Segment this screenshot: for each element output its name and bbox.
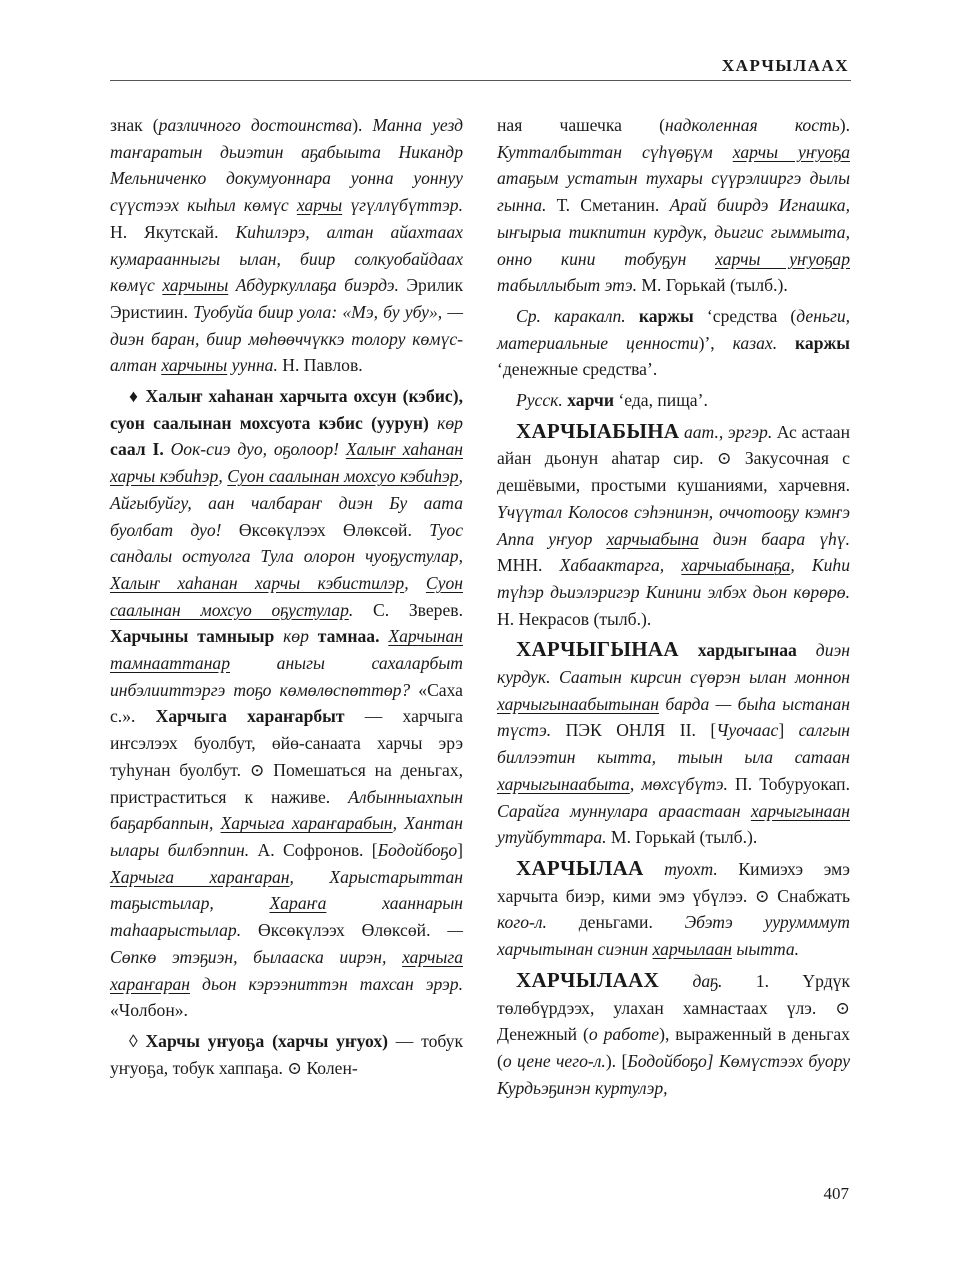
text-run: салгын биллээтин кытта, тыын ыла сатаан bbox=[497, 720, 850, 768]
underlined-example: харчылаан bbox=[652, 939, 733, 960]
text-run: деньгами. bbox=[546, 912, 685, 933]
underlined-example: Харчыга хараҥаран bbox=[110, 866, 290, 887]
text-run: ыытта. bbox=[732, 939, 800, 960]
underlined-example: Суон саалынан мохсуо кэбиһэр bbox=[227, 466, 459, 487]
text-run bbox=[380, 626, 389, 646]
text-run: утуйбуттара. bbox=[497, 827, 607, 848]
text-run: ), выраженный в деньгах ( bbox=[497, 1024, 850, 1071]
text-run: , Айгыбуйгу, аан чалбараҥ диэн Бу аата буолбат дуо! bbox=[110, 466, 463, 540]
text-run: С. Зверев. bbox=[353, 599, 463, 620]
text-run: Н. Павлов. bbox=[277, 355, 363, 376]
underlined-example: Халыҥ хаһанан харчы кэбистилэр bbox=[110, 572, 405, 593]
text-run: Өксөкүлээх Өлөксөй. bbox=[241, 920, 448, 941]
text-run: — харчыга иҥсэлээх буолбут, өйө-санаата харчы эрэ туһунан буолбут. ⊙ Помешаться на деньгах, пристраститься к наживе. bbox=[110, 706, 463, 807]
text-run: ♦ Халыҥ хаһанан харчыта охсун (кэбис), суон саалынан мохсуота кэбис (уурун) bbox=[110, 386, 463, 433]
entry-harchyabyna bbox=[497, 418, 850, 633]
underlined-example: Халыҥ хаһанан харчы кэбиһэр bbox=[110, 439, 463, 487]
text-run: знак ( bbox=[110, 115, 159, 135]
text-run: Эбэтэ уурумммут харчытынан сиэнин bbox=[497, 912, 850, 960]
text-run: МНН. bbox=[497, 555, 560, 576]
underlined-example: Харчыга хараҥарабын bbox=[220, 813, 393, 834]
text-run: Н. Некрасов (тылб.). bbox=[497, 608, 652, 629]
text-run: — Сөпкө этэҕиэн, былааска иирэн, bbox=[110, 920, 463, 967]
text-run: диэн курдук. Саатын кирсин сүөрэн ылан моннон bbox=[497, 640, 850, 688]
text-run: Хабаактарга, bbox=[559, 555, 682, 576]
right-column bbox=[497, 112, 850, 1105]
text-run bbox=[679, 640, 698, 660]
text-run: Сарайга муннулара араастаан bbox=[497, 800, 751, 821]
text-run: каракалп. bbox=[540, 305, 639, 326]
text-run: дьон кэрээниттэн тахсан эрэр. bbox=[190, 973, 463, 994]
underlined-example: харчыгынаан bbox=[750, 800, 850, 821]
text-run: М. Горькай (тылб.). bbox=[637, 275, 788, 296]
text-run: харчи bbox=[567, 390, 614, 411]
headword: ХАРЧЫАБЫНА bbox=[516, 418, 680, 443]
text-run: уунна. bbox=[227, 355, 278, 376]
text-run: о цене чего-л. bbox=[502, 1050, 606, 1071]
underlined-example: харчыабынаҕа bbox=[681, 555, 791, 576]
underlined-example: харчыны bbox=[162, 275, 229, 296]
text-run: атаҕым устатын тухары сүүрэлииргэ дылы гынна. bbox=[497, 168, 850, 216]
text-run: 1. Үрдүк төлөбүрдээх, улахан хамнастаах үлэ. ⊙ Денежный ( bbox=[497, 970, 851, 1045]
text-run: М. Горькай (тылб.). bbox=[606, 827, 758, 848]
text-run: , Киһи түһэр дьиэлэригэр Кинини элбэх дьон көрөрө. bbox=[497, 555, 850, 602]
text-run: ‘денежные средства’. bbox=[497, 359, 658, 380]
text-run: Туос сандалы остуолга Тула олорон чуоҕустулар, bbox=[110, 519, 463, 567]
text-run: Ас астаан айан дьонун аһатар сир. ⊙ Закусочная с дешёвыми, простыми кушаниями, харчевня. bbox=[497, 421, 850, 496]
text-run: А. Софронов. [ bbox=[249, 839, 378, 860]
underlined-example: харчыны bbox=[161, 355, 228, 376]
left-column bbox=[110, 112, 463, 1085]
underlined-example: харчыгынаабыта bbox=[497, 773, 630, 794]
text-run: о работе bbox=[588, 1024, 660, 1045]
text-run: ). bbox=[352, 115, 373, 135]
text-run: «Чолбон». bbox=[110, 1000, 188, 1021]
text-run: Үчүүтал Колосов сэһэнинэн, оччотооҕу кэмҥэ Аппа уҥуор bbox=[497, 501, 850, 549]
text-run: табыллыбыт этэ. bbox=[497, 275, 637, 296]
text-run: Чуочаас bbox=[716, 720, 779, 741]
text-run: аныгы сахаларбыт инбэлииттэргэ тоҕо көмөлөспөттөр? bbox=[110, 653, 463, 700]
text-run: казах. bbox=[732, 332, 778, 353]
text-run: туохт. bbox=[643, 858, 718, 879]
underlined-example: харчы уҥуоҕа bbox=[732, 141, 850, 162]
text-run: ] bbox=[778, 720, 799, 741]
text-run: даҕ. bbox=[659, 970, 723, 991]
underlined-example: харчы уҥуоҕар bbox=[715, 248, 850, 269]
underlined-example: Хараҥа bbox=[269, 893, 327, 914]
underlined-example: харчыгынаабытынан bbox=[497, 693, 659, 714]
text-run: Манна уезд таҥаратын дьиэтин аҕабыыта Никандр Мельниченко докумуоннара уонна уоннуу сүүстээх кыһыл көмүс bbox=[110, 115, 463, 216]
text-run: , bbox=[404, 572, 426, 593]
underlined-example: харчыга хараҥаран bbox=[110, 946, 463, 994]
text-run: Кимиэхэ эмэ харчыта биэр, кими эмэ үбүлээ. ⊙ Снабжать bbox=[497, 858, 850, 906]
text-run: ПЭК ОНЛЯ II. [ bbox=[551, 720, 717, 741]
text-run: Арай биирдэ Игнашка, ыҥырыа тикпитин курдук, дьигис гыммыта, онно кини тобуҕун bbox=[497, 195, 850, 269]
underlined-example: харчыабына bbox=[606, 528, 699, 549]
idiom-paragraph bbox=[110, 1028, 463, 1081]
header-rule bbox=[110, 80, 851, 81]
text-run: Кутталбыттан сүһүөҕүм bbox=[497, 141, 733, 162]
text-run: хааннарын таһаарыстылар. bbox=[110, 893, 463, 941]
entry-harchylaah bbox=[497, 967, 850, 1102]
text-run: Өксөкүлээх Өлөксөй. bbox=[221, 519, 430, 540]
text-run: Н. Якутскай. bbox=[110, 221, 236, 242]
text-run: «Саха с.». bbox=[110, 679, 463, 727]
entry-harchygynaa bbox=[497, 636, 850, 851]
text-run: Бодойбоҕо bbox=[627, 1050, 707, 1071]
text-run: саал I. bbox=[110, 439, 164, 460]
text-run: Оок-сиэ дуо, оҕолоор! bbox=[163, 439, 346, 460]
entry-harchylaa bbox=[497, 855, 850, 963]
text-run: ◊ Харчы уҥуоҕа (харчы уҥуох) bbox=[129, 1030, 388, 1051]
headword: ХАРЧЫЛАА bbox=[516, 855, 644, 880]
text-run: различного достоинства bbox=[158, 115, 353, 135]
text-run bbox=[777, 333, 795, 353]
entry-paragraph bbox=[110, 112, 463, 379]
text-run: ‘еда, пища’. bbox=[614, 390, 708, 411]
text-run: Бодойбоҕо bbox=[377, 839, 458, 860]
text-run: . bbox=[348, 599, 354, 620]
text-run: , Харыстарыттан таҕыстылар, bbox=[110, 866, 463, 914]
text-run: Абдуркуллаҕа биэрдэ. bbox=[228, 275, 399, 296]
underlined-example: харчы bbox=[296, 195, 343, 216]
text-run: каржы bbox=[638, 305, 694, 326]
text-run: )’, bbox=[698, 332, 733, 353]
text-run: Русск. bbox=[516, 390, 563, 411]
text-run: үгүллүбүттэр. bbox=[342, 195, 463, 216]
text-run: Туобуйа биир уола: «Мэ, бу убу», — диэн баран, биир мөһөөччүккэ толору көмүс-алтан bbox=[110, 301, 464, 376]
text-run: Киһилэрэ, алтан айахтаах кумараанныгы ылан, биир солкуобайдаах көмүс bbox=[110, 221, 463, 296]
text-run: Харчыга хараҥарбыт bbox=[155, 706, 345, 727]
etymology-paragraph bbox=[497, 387, 850, 414]
text-run: ная чашечка ( bbox=[497, 115, 665, 135]
text-run: П. Тобуруокап. bbox=[727, 773, 850, 794]
underlined-example: Суон саалынан мохсуо оҕустулар bbox=[110, 572, 463, 620]
text-run: ). [ bbox=[605, 1050, 628, 1071]
text-run: көр bbox=[428, 412, 463, 433]
text-run: , Хантан ылары билбэппин. bbox=[110, 813, 463, 860]
text-run: , bbox=[218, 466, 228, 487]
entry-paragraph bbox=[497, 112, 850, 299]
etymology-paragraph bbox=[497, 303, 850, 383]
text-run: ] bbox=[457, 839, 463, 860]
headword: ХАРЧЫГЫНАА bbox=[516, 637, 679, 662]
text-run: Харчыны тамныыр bbox=[110, 626, 275, 647]
underlined-example: Харчынан тамнааттанар bbox=[110, 626, 463, 674]
text-run: Ср. bbox=[516, 305, 541, 326]
text-run: хардыгынаа bbox=[697, 640, 797, 661]
text-run: , мөхсүбүтэ. bbox=[629, 773, 728, 794]
text-run: Т. Сметанин. bbox=[546, 195, 670, 216]
text-run: аат., bbox=[679, 421, 728, 442]
text-run: тамнаа. bbox=[317, 626, 380, 647]
text-run: ] Көмүстээх буору Курдьэҕинэн куртулэр, bbox=[497, 1050, 851, 1098]
text-run: ‘средства ( bbox=[693, 305, 797, 326]
text-run: надколенная кость bbox=[665, 115, 840, 135]
text-run: — тобук уҥуоҕа, тобук хаппаҕа. ⊙ Колен- bbox=[110, 1030, 463, 1078]
headword: ХАРЧЫЛААХ bbox=[516, 967, 660, 992]
page-number: 407 bbox=[823, 1184, 849, 1203]
text-run: Эрилик Эристиин. bbox=[110, 275, 463, 322]
text-run: көр bbox=[274, 626, 318, 647]
running-head: ХАРЧЫЛААХ bbox=[721, 56, 849, 75]
text-run: эргэр. bbox=[727, 421, 773, 442]
idiom-paragraph bbox=[110, 383, 463, 1024]
text-run: кого-л. bbox=[497, 912, 547, 933]
text-run: диэн баара үһү. bbox=[698, 528, 850, 549]
text-run: барда — быһа ыстанан түстэ. bbox=[497, 693, 850, 741]
text-run: Албынныахпын баҕарбаппын, bbox=[110, 786, 463, 834]
text-run: деньги, материальные ценности bbox=[497, 305, 851, 353]
text-run: ). bbox=[839, 115, 850, 135]
text-run: каржы bbox=[795, 332, 850, 353]
